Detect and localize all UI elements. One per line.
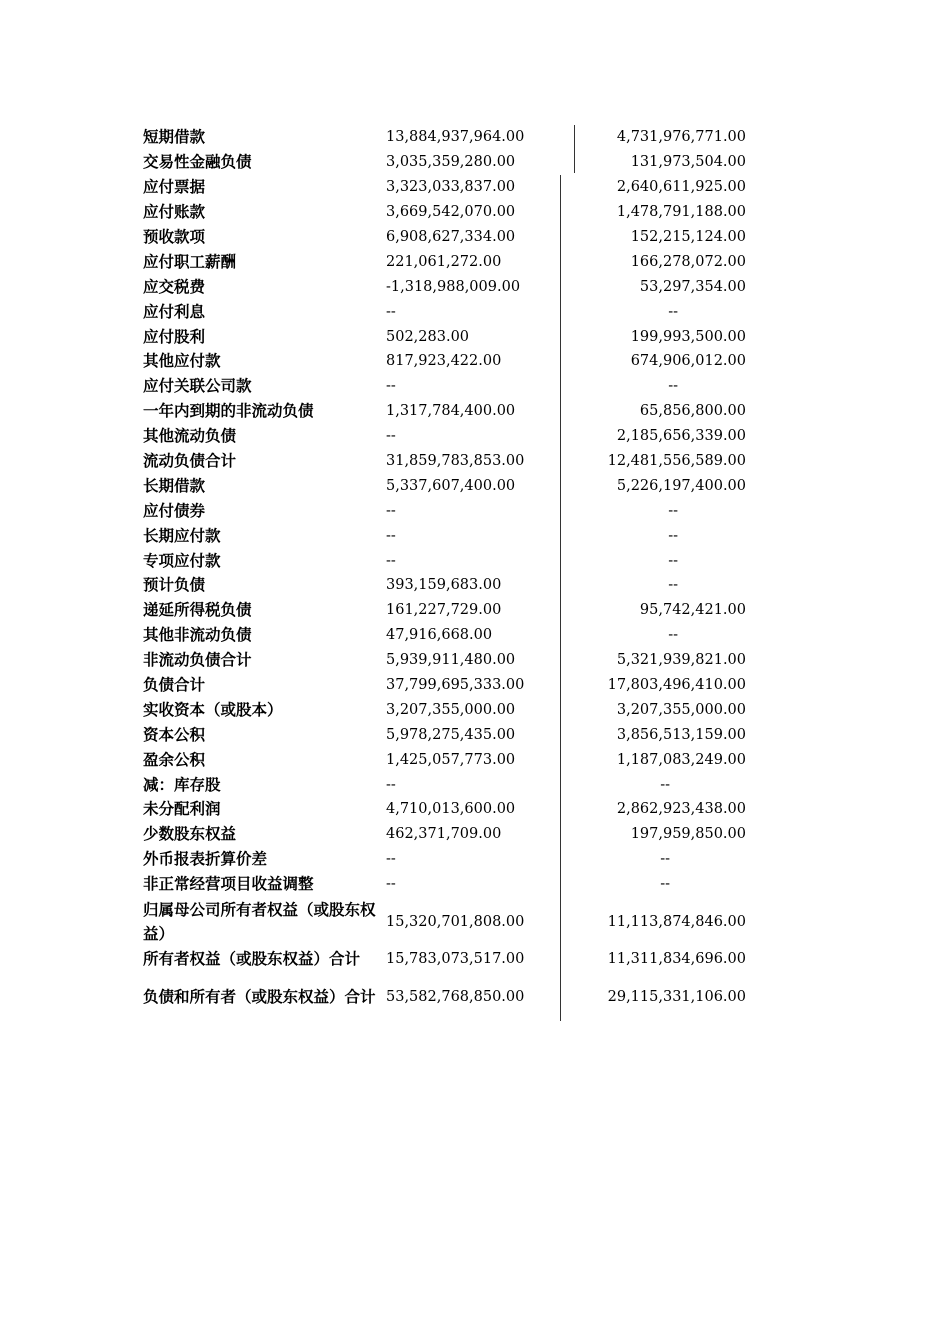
row-label: 专项应付款 [143, 551, 221, 570]
current-period-value: 31,859,783,853.00 [386, 453, 525, 470]
column-divider-main [560, 175, 561, 1021]
row-label: 减：库存股 [143, 775, 221, 794]
current-period-value: -- [386, 378, 396, 395]
table-row [143, 797, 753, 822]
row-label: 负债和所有者（或股东权益）合计 [143, 987, 376, 1006]
table-row [143, 274, 753, 299]
row-label: 短期借款 [143, 128, 206, 147]
prior-period-value: 199,993,500.00 [630, 328, 746, 345]
table-row [143, 872, 753, 897]
row-label: 长期应付款 [143, 526, 221, 545]
prior-period-value: 11,311,834,696.00 [607, 951, 746, 968]
row-label: 预收款项 [143, 228, 206, 246]
prior-period-value: -- [668, 552, 678, 569]
row-label: 其他应付款 [143, 352, 221, 371]
prior-period-value: 674,906,012.00 [630, 353, 746, 370]
prior-period-value: 3,207,355,000.00 [616, 701, 746, 718]
table-row [143, 249, 753, 274]
current-period-value: -- [386, 876, 396, 893]
table-row [143, 349, 753, 374]
current-period-value: 462,371,709.00 [386, 826, 502, 843]
table-row [143, 697, 753, 722]
prior-period-value: 1,478,791,188.00 [616, 204, 746, 221]
table-row [143, 125, 753, 150]
prior-period-value: 53,297,354.00 [639, 278, 746, 295]
prior-period-value: 12,481,556,589.00 [607, 453, 746, 470]
row-label: 未分配利润 [143, 800, 221, 819]
current-period-value: -- [386, 851, 396, 868]
current-period-value: 5,939,911,480.00 [386, 652, 516, 669]
row-label: 非流动负债合计 [143, 651, 252, 670]
prior-period-value: 1,187,083,249.00 [616, 751, 746, 768]
prior-period-value: -- [660, 776, 670, 793]
prior-period-value: -- [668, 303, 678, 320]
current-period-value: -- [386, 303, 396, 320]
prior-period-value: -- [668, 378, 678, 395]
table-row [143, 897, 753, 947]
row-label: 其他流动负债 [143, 427, 237, 446]
row-label: 长期借款 [143, 476, 206, 495]
row-label: 所有者权益（或股东权益）合计 [143, 950, 361, 969]
row-label: 一年内到期的非流动负债 [143, 402, 314, 421]
current-period-value: 5,337,607,400.00 [386, 477, 516, 494]
prior-period-value: 29,115,331,106.00 [607, 988, 746, 1005]
row-label: 预计负债 [143, 576, 206, 595]
table-row [143, 673, 753, 698]
current-period-value: 3,323,033,837.00 [386, 179, 516, 196]
prior-period-value: 17,803,496,410.00 [607, 677, 746, 694]
table-row [143, 324, 753, 349]
row-label: 应付利息 [143, 302, 206, 321]
row-label: 应付债券 [143, 501, 206, 520]
prior-period-value: -- [660, 876, 670, 893]
table-row [143, 498, 753, 523]
current-period-value: 221,061,272.00 [386, 253, 502, 270]
table-row [143, 772, 753, 797]
prior-period-value: -- [668, 502, 678, 519]
prior-period-value: 11,113,874,846.00 [607, 913, 746, 930]
table-row [143, 473, 753, 498]
row-label: 应付票据 [143, 178, 206, 197]
current-period-value: -- [386, 502, 396, 519]
current-period-value: 37,799,695,333.00 [386, 677, 525, 694]
prior-period-value: 4,731,976,771.00 [616, 129, 746, 146]
table-row [143, 623, 753, 648]
prior-period-value: -- [668, 627, 678, 644]
table-row [143, 449, 753, 474]
table-row [143, 648, 753, 673]
table-row [143, 747, 753, 772]
table-row [143, 722, 753, 747]
current-period-value: 1,425,057,773.00 [386, 751, 516, 768]
current-period-value: 4,710,013,600.00 [386, 801, 516, 818]
row-label: 应交税费 [143, 277, 206, 296]
row-label: 非正常经营项目收益调整 [143, 875, 314, 894]
prior-period-value: 152,215,124.00 [630, 229, 746, 245]
row-label: 其他非流动负债 [143, 626, 252, 645]
prior-period-value: 95,742,421.00 [639, 602, 746, 619]
table-row [143, 200, 753, 225]
table-row [143, 523, 753, 548]
prior-period-value: 166,278,072.00 [630, 253, 746, 270]
current-period-value: -- [386, 428, 396, 445]
table-row [143, 822, 753, 847]
row-label: 资本公积 [143, 725, 206, 744]
current-period-value: 393,159,683.00 [386, 577, 502, 594]
prior-period-value: 197,959,850.00 [630, 826, 746, 843]
current-period-value: -- [386, 552, 396, 569]
row-label: 应付关联公司款 [143, 377, 252, 396]
current-period-value: 15,320,701,808.00 [386, 913, 525, 930]
table-row [143, 972, 753, 1022]
row-label: 应付股利 [143, 327, 206, 346]
row-label: 流动负债合计 [143, 452, 237, 471]
current-period-value: 53,582,768,850.00 [386, 988, 525, 1005]
prior-period-value: 2,862,923,438.00 [616, 801, 746, 818]
row-label: 应付账款 [143, 203, 206, 222]
current-period-value: 817,923,422.00 [386, 353, 502, 370]
balance-sheet-table [143, 125, 753, 1022]
table-row [143, 424, 753, 449]
current-period-value: 1,317,784,400.00 [386, 403, 516, 420]
current-period-value: -- [386, 527, 396, 544]
table-row [143, 374, 753, 399]
current-period-value: -- [386, 776, 396, 793]
prior-period-value: 2,185,656,339.00 [616, 428, 746, 445]
table-row [143, 947, 753, 972]
row-label: 少数股东权益 [143, 825, 237, 844]
table-row [143, 299, 753, 324]
column-divider-top [574, 125, 575, 173]
row-label: 外币报表折算价差 [143, 850, 268, 869]
current-period-value: 6,908,627,334.00 [386, 229, 516, 245]
table-row [143, 548, 753, 573]
table-row [143, 847, 753, 872]
prior-period-value: -- [668, 577, 678, 594]
current-period-value: 502,283.00 [386, 328, 470, 345]
row-label: 归属母公司所有者权益（或股东权益） [143, 900, 376, 943]
current-period-value: -1,318,988,009.00 [386, 278, 521, 295]
row-label: 实收资本（或股本） [143, 700, 283, 719]
prior-period-value: -- [660, 851, 670, 868]
current-period-value: 15,783,073,517.00 [386, 951, 525, 968]
row-label: 负债合计 [143, 676, 206, 695]
table-row [143, 175, 753, 200]
table-row [143, 598, 753, 623]
row-label: 递延所得税负债 [143, 601, 252, 620]
current-period-value: 3,669,542,070.00 [386, 204, 516, 221]
table-row [143, 150, 753, 175]
prior-period-value: -- [668, 527, 678, 544]
current-period-value: 3,207,355,000.00 [386, 701, 516, 718]
prior-period-value: 3,856,513,159.00 [616, 726, 746, 743]
current-period-value: 47,916,668.00 [386, 627, 493, 644]
row-label: 应付职工薪酬 [143, 252, 237, 271]
row-label: 交易性金融负债 [143, 153, 252, 172]
table-row [143, 399, 753, 424]
prior-period-value: 2,640,611,925.00 [616, 179, 746, 196]
prior-period-value: 5,226,197,400.00 [616, 477, 746, 494]
current-period-value: 161,227,729.00 [386, 602, 502, 619]
current-period-value: 5,978,275,435.00 [386, 726, 516, 743]
current-period-value: 13,884,937,964.00 [386, 129, 525, 146]
current-period-value: 3,035,359,280.00 [386, 154, 516, 171]
row-label: 盈余公积 [143, 750, 206, 769]
table-row [143, 225, 753, 250]
prior-period-value: 65,856,800.00 [639, 403, 746, 420]
prior-period-value: 5,321,939,821.00 [616, 652, 746, 669]
table-row [143, 573, 753, 598]
prior-period-value: 131,973,504.00 [630, 154, 746, 171]
